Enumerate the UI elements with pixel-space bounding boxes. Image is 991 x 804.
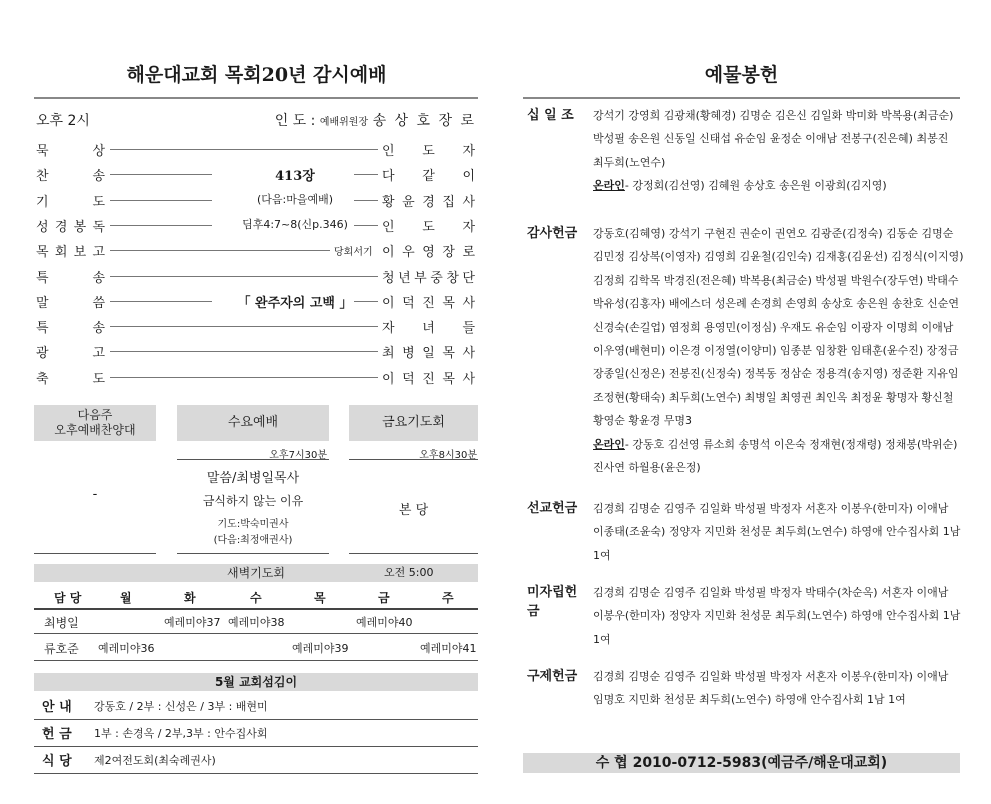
label-char: 같 — [422, 169, 436, 184]
duty-row-1 — [34, 696, 478, 716]
duty-row-2 — [34, 723, 478, 743]
order-center: 딤후4:7~8(신p.346) — [242, 218, 348, 231]
online-names: - 강정회(김선영) 김혜원 송상호 송은원 이광희(김지영) — [624, 179, 887, 193]
label-char: 도 — [92, 372, 106, 387]
label-char: 고 — [92, 346, 106, 361]
label-char: 자 — [462, 220, 476, 235]
order-item — [36, 140, 106, 159]
duty-label: 안 내 — [42, 700, 72, 715]
next-sunday-line2: 오후예배찬양대 — [54, 423, 136, 437]
order-row — [34, 366, 478, 386]
duty-header: 5월 교회섬김이 — [34, 673, 478, 691]
order-person — [382, 292, 476, 311]
label-char: 묵 — [36, 144, 50, 159]
order-leader-line — [354, 200, 378, 201]
wednesday-header: 수요예배 — [177, 405, 329, 441]
order-person — [382, 216, 476, 235]
offering-names — [593, 497, 961, 567]
order-leader-line — [354, 225, 378, 226]
duty-label: 헌 금 — [42, 727, 72, 742]
label-char: 덕 — [402, 296, 416, 311]
dawn-col-tue: 화 — [184, 591, 196, 605]
wednesday-sermon: 금식하지 않는 이유 — [202, 494, 304, 508]
offering-online-line — [593, 433, 957, 456]
order-person — [382, 191, 476, 210]
order-leader-line — [354, 301, 378, 302]
friday-bottom-rule — [349, 553, 478, 554]
duty-value: 제2여전도회(최숙례권사) — [94, 754, 216, 767]
next-sunday-header — [34, 405, 156, 441]
order-center: 413장 — [275, 169, 315, 184]
duty-value: 1부 : 손경옥 / 2부,3부 : 안수집사회 — [94, 727, 268, 740]
offering-line: 임명호 지민화 천성문 최두희(노연수) 하영애 안수집사회 1남 1여 — [593, 693, 906, 707]
label-char: 보 — [73, 245, 88, 260]
right-title: 예물봉헌 — [704, 64, 779, 86]
offering-category: 십 일 조 — [527, 108, 574, 123]
label-char: 우 — [402, 245, 416, 260]
label-char: 영 — [422, 245, 436, 260]
offering-line: 신경숙(손길업) 염정희 용영민(이정심) 우재도 유순임 이광자 이명희 이애남 — [593, 320, 954, 334]
order-center: 「 완주자의 고백 」 — [237, 296, 353, 311]
label-char: 봉 — [73, 220, 88, 235]
duty-row-3 — [34, 750, 478, 770]
offering-category: 미자립헌금 — [527, 585, 578, 619]
order-item — [36, 165, 106, 184]
dawn-row-cell: 예레미야36 — [98, 642, 155, 655]
dawn-row-cell: 예레미야39 — [292, 642, 349, 655]
label-char: 광 — [36, 346, 50, 361]
offering-line: 강석기 강영희 김광채(황혜경) 김명순 김은신 김일화 박미화 박복용(최금순) — [593, 109, 954, 122]
offering-line: 김정희 김학목 박경진(전은혜) 박복용(최금순) 박성필 박원수(장두연) 박태수 — [593, 273, 959, 287]
label-char: 사 — [462, 195, 476, 210]
duty-rule-1 — [34, 719, 478, 720]
label-char: 병 — [402, 346, 416, 361]
label-char: 청 — [382, 271, 396, 286]
order-row — [34, 239, 478, 259]
label-char: 녀 — [422, 321, 436, 336]
label-char: 자 — [382, 321, 396, 336]
label-char: 송 — [92, 271, 106, 286]
label-char: 목 — [442, 346, 456, 361]
dawn-row-leader: 최병일 — [44, 616, 79, 630]
label-char: 일 — [422, 346, 436, 361]
label-char: 창 — [446, 271, 460, 286]
order-leader-line — [110, 174, 212, 175]
order-person — [382, 140, 476, 159]
label-char: 년 — [398, 271, 412, 286]
label-char: 상 — [92, 144, 106, 159]
order-leader-line — [110, 250, 330, 251]
friday-header: 금요기도회 — [349, 405, 478, 441]
label-char: 진 — [422, 372, 436, 387]
order-row — [34, 138, 478, 158]
dawn-row-cell: 예레미야37 — [164, 616, 221, 629]
dawn-row-cell: 예레미야38 — [228, 616, 285, 629]
label-char: 집 — [442, 195, 456, 210]
offering-line: 1여 — [593, 548, 611, 562]
label-char: 기 — [36, 195, 50, 210]
left-title: 해운대교회 목회20년 감시예배 — [126, 64, 387, 86]
offering-category: 구제헌금 — [527, 669, 578, 684]
online-names: - 강동호 김선영 류소희 송명석 이은숙 정재현(정재령) 정채봉(박위순) — [624, 437, 958, 451]
dawn-col-sun: 주 — [442, 591, 454, 605]
offering-online-line — [593, 174, 957, 197]
label-char: 목 — [36, 245, 50, 260]
label-char: 목 — [442, 372, 456, 387]
order-row — [34, 265, 478, 285]
dawn-rule-3 — [34, 660, 478, 661]
order-row — [34, 315, 478, 335]
label-char: 특 — [36, 321, 50, 336]
order-item — [36, 342, 106, 361]
label-char: 송 — [92, 321, 106, 336]
order-leader-line — [110, 326, 378, 327]
duty-rule-2 — [34, 746, 478, 747]
label-char: 최 — [382, 346, 396, 361]
service-leader — [258, 110, 476, 130]
label-char: 사 — [462, 296, 476, 311]
offering-line: 조정현(황태숙) 최두희(노연수) 최병일 최영권 최인옥 최정윤 황명자 황신철 — [593, 390, 954, 404]
leader-role: 예배위원장 — [319, 117, 369, 128]
label-char: 목 — [442, 296, 456, 311]
label-char: 도 — [422, 220, 436, 235]
label-char: 장 — [442, 245, 456, 260]
label-char: 진 — [422, 296, 436, 311]
dawn-rule-2 — [34, 633, 478, 634]
dawn-rule-1 — [34, 608, 478, 610]
offering-names — [593, 581, 961, 651]
order-row — [34, 290, 478, 310]
dawn-col-leader: 담 당 — [54, 591, 82, 605]
dawn-row-leader: 류호준 — [44, 642, 79, 656]
order-center-sub: 당회서기 — [334, 247, 373, 258]
offering-line: 장종일(신정은) 전봉진(신정숙) 정복동 정삼순 정용격(송지영) 정준환 지유임 — [593, 367, 959, 381]
order-item — [36, 241, 106, 260]
label-char: 인 — [382, 144, 396, 159]
order-row — [34, 163, 478, 183]
label-char: 부 — [414, 271, 428, 286]
dawn-title: 새벽기도회 — [227, 566, 285, 580]
wednesday-prayer: 기도:박숙미권사 — [217, 519, 289, 530]
offering-line: 박성필 송은원 신동일 신태섭 유순임 윤정순 이애남 전봉구(진은혜) 최봉진 — [593, 132, 949, 146]
offering-line: 1여 — [593, 632, 611, 646]
order-item — [36, 267, 106, 286]
order-person — [382, 342, 476, 361]
label-char: 말 — [36, 296, 50, 311]
offering-names — [593, 665, 957, 712]
wednesday-preacher: 말씀/최병일목사 — [206, 471, 300, 486]
label-char: 사 — [462, 346, 476, 361]
offering-line: 황영순 황윤경 무명3 — [593, 414, 692, 428]
offering-line: 강동호(김혜영) 강석기 구현진 권순이 권연오 김광준(김정숙) 김동순 김명순 — [593, 227, 954, 240]
label-char: 도 — [92, 195, 106, 210]
label-char: 이 — [382, 372, 396, 387]
order-item — [36, 317, 106, 336]
label-char: 다 — [382, 169, 396, 184]
offering-category: 감사헌금 — [527, 226, 578, 241]
dawn-row-1 — [34, 614, 478, 632]
order-person — [382, 368, 476, 387]
order-leader-line — [110, 301, 212, 302]
label-char: 성 — [36, 220, 50, 235]
label-char: 특 — [36, 271, 50, 286]
label-char: 경 — [422, 195, 436, 210]
label-char: 황 — [382, 195, 396, 210]
duty-label: 식 당 — [42, 754, 72, 769]
duty-value: 강동호 / 2부 : 신성은 / 3부 : 배현미 — [94, 700, 268, 713]
offering-line: 최두희(노연수) — [593, 155, 666, 169]
wednesday-time: 오후7시30분 — [269, 450, 327, 461]
dawn-header — [34, 564, 478, 582]
offering-line: 김경희 김명순 김영주 김일화 박성필 박정자 서혼자 이봉우(한미자) 이애남 — [593, 670, 949, 683]
right-title-rule — [523, 97, 960, 99]
label-char: 찬 — [36, 169, 50, 184]
order-leader-line — [110, 276, 378, 277]
label-char: 덕 — [402, 372, 416, 387]
order-item — [36, 292, 106, 311]
label-char: 단 — [462, 271, 476, 286]
online-label: 온라인 — [593, 179, 625, 193]
online-label: 온라인 — [593, 437, 625, 451]
order-leader-line — [110, 351, 378, 352]
offering-line: 이우영(배현미) 이은경 이정열(이양미) 임종분 임창환 임태훈(윤수진) 장정금 — [593, 344, 959, 358]
label-char: 사 — [462, 372, 476, 387]
dawn-col-thu: 목 — [314, 591, 326, 605]
order-item — [36, 216, 106, 235]
offering-names — [593, 222, 964, 479]
leader-name: 송 상 호 장 로 — [372, 113, 476, 129]
offering-names — [593, 104, 957, 198]
label-char: 인 — [382, 220, 396, 235]
label-char: 윤 — [402, 195, 416, 210]
next-sunday-line1: 다음주 — [77, 408, 113, 422]
order-leader-line — [110, 200, 212, 201]
label-char: 경 — [54, 220, 69, 235]
offering-line: 이봉우(한미자) 정양자 지민화 천성문 최두희(노연수) 하영애 안수집사회 1남 — [593, 609, 961, 623]
dawn-col-fri: 금 — [378, 591, 390, 605]
offering-line: 김경희 김명순 김영주 김일화 박성필 박정자 서혼자 이봉우(한미자) 이애남 — [593, 502, 949, 515]
offering-line: 이종태(조윤숙) 정양자 지민화 천성문 최두희(노연수) 하영애 안수집사회 1남 — [593, 525, 961, 539]
label-char: 이 — [462, 169, 476, 184]
order-person — [382, 317, 476, 336]
label-char: 로 — [462, 245, 476, 260]
order-person — [382, 165, 476, 184]
order-row — [34, 340, 478, 360]
label-char: 독 — [92, 220, 106, 235]
label-char: 들 — [462, 321, 476, 336]
offering-line: 김민정 김상복(이영자) 김영희 김윤철(김인숙) 김재홍(김윤선) 김정식(이지영) — [593, 250, 964, 264]
next-sunday-value: - — [92, 487, 98, 502]
label-char: 송 — [92, 169, 106, 184]
label-char: 축 — [36, 372, 50, 387]
offering-online-extra: 진사연 하월용(윤은정) — [593, 461, 701, 475]
dawn-row-2 — [34, 640, 478, 658]
wednesday-bottom-rule — [177, 553, 329, 554]
order-leader-line — [110, 149, 378, 150]
dawn-col-wed: 수 — [250, 591, 262, 605]
label-char: 이 — [382, 296, 396, 311]
dawn-time: 오전 5:00 — [384, 566, 434, 579]
label-char: 중 — [430, 271, 444, 286]
service-time: 오후 2시 — [36, 113, 90, 129]
label-char: 고 — [92, 245, 106, 260]
dawn-row-cell: 예레미야41 — [420, 642, 477, 655]
order-row — [34, 214, 478, 234]
duty-rule-3 — [34, 773, 478, 774]
offering-line: 김경희 김명순 김영주 김일화 박성필 박정자 박태수(차순옥) 서혼자 이애남 — [593, 586, 949, 599]
order-leader-line — [354, 174, 378, 175]
order-person — [382, 267, 476, 286]
dawn-row-cell: 예레미야40 — [356, 616, 413, 629]
order-leader-line — [110, 377, 378, 378]
offering-category: 선교헌금 — [527, 501, 578, 516]
label-char: 도 — [422, 144, 436, 159]
label-char: 이 — [382, 245, 396, 260]
order-center: (다음:마을예배) — [256, 193, 334, 206]
wednesday-next: (다음:최정애권사) — [213, 535, 293, 546]
label-char: 자 — [462, 144, 476, 159]
label-char: 회 — [54, 245, 69, 260]
leader-label: 인 도 : — [274, 113, 316, 129]
next-sunday-bottom-rule — [34, 553, 156, 554]
order-leader-line — [110, 225, 212, 226]
order-row — [34, 189, 478, 209]
friday-place: 본 당 — [398, 503, 429, 518]
dawn-column-headers — [34, 589, 478, 607]
offering-line: 박유성(김홍자) 배에스더 성은례 손경희 손영희 송상호 송은원 송찬호 신순연 — [593, 297, 959, 311]
dawn-col-mon: 월 — [120, 591, 132, 605]
bank-account: 수 협 2010-0712-5983(예금주/해운대교회) — [523, 753, 960, 773]
left-title-rule — [34, 97, 478, 99]
order-item — [36, 191, 106, 210]
label-char: 씀 — [92, 296, 106, 311]
order-person — [382, 241, 476, 260]
friday-time: 오후8시30분 — [419, 450, 477, 461]
order-item — [36, 368, 106, 387]
